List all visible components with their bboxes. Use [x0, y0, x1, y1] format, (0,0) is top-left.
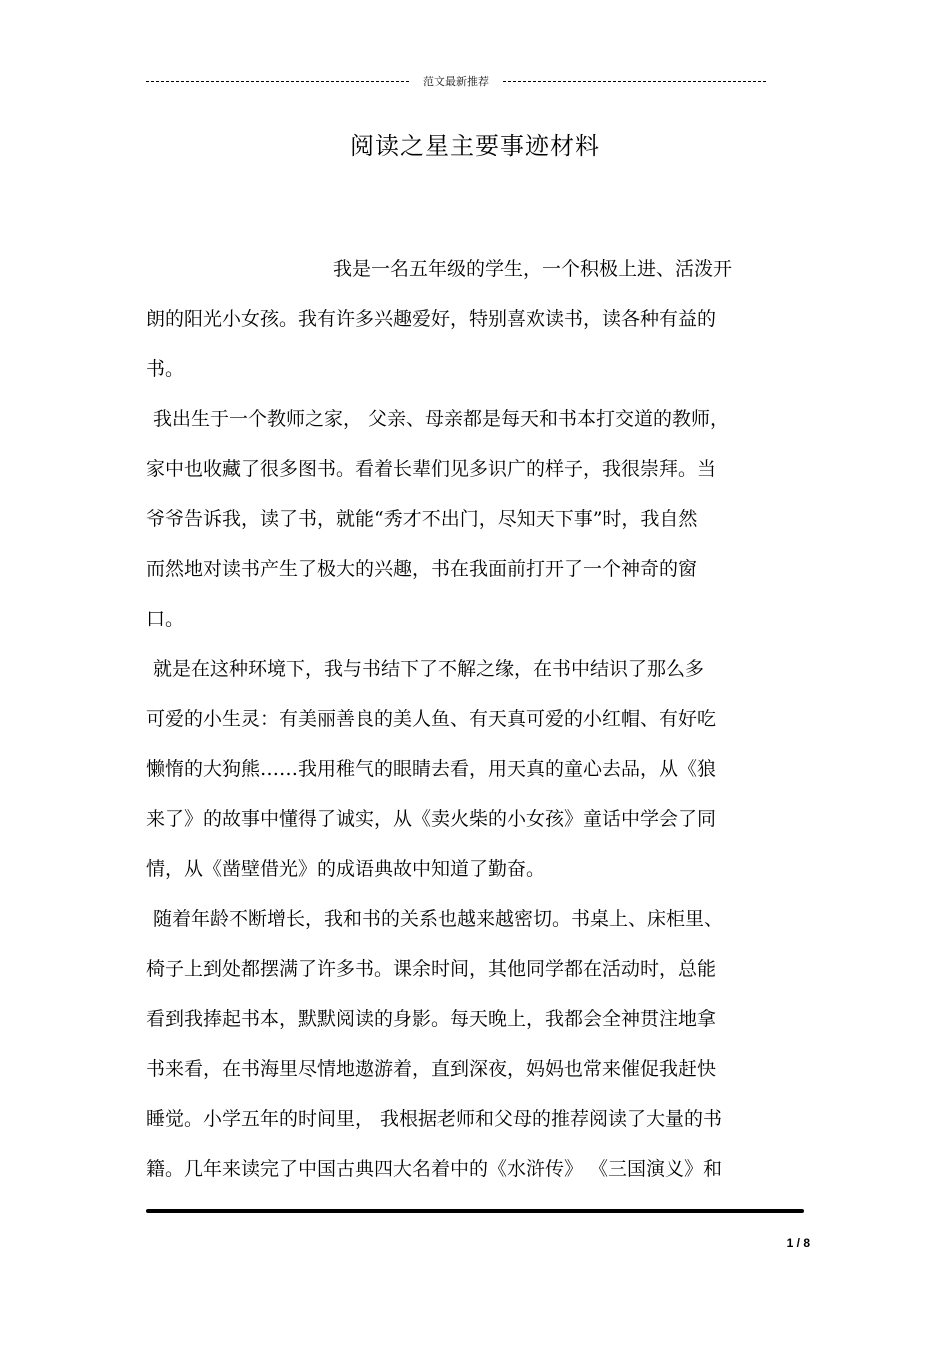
body-line: 家中也收藏了很多图书。看着长辈们见多识广的样子，我很崇拜。当	[146, 458, 717, 480]
body-line: 懒惰的大狗熊……我用稚气的眼睛去看，用天真的童心去品，从《狼	[146, 758, 717, 780]
body-line: 随着年龄不断增长，我和书的关系也越来越密切。书桌上、床柜里、	[153, 908, 724, 930]
body-line: 我出生于一个教师之家， 父亲、母亲都是每天和书本打交道的教师，	[153, 408, 730, 430]
body-line: 椅子上到处都摆满了许多书。课余时间，其他同学都在活动时，总能	[146, 958, 717, 980]
body-line: 情，从《凿壁借光》的成语典故中知道了勤奋。	[146, 858, 546, 880]
page-header	[146, 72, 766, 90]
body-line: 爷爷告诉我，读了书，就能“秀才不出门，尽知天下事”时，我自然	[146, 508, 698, 530]
body-line: 籍。几年来读完了中国古典四大名着中的《水浒传》 《三国演义》和	[146, 1158, 723, 1180]
footer-divider	[146, 1209, 804, 1213]
document-body	[146, 244, 806, 1194]
body-line: 书。	[146, 358, 185, 380]
body-line: 来了》的故事中懂得了诚实，从《卖火柴的小女孩》童话中学会了同	[146, 808, 717, 830]
body-line: 就是在这种环境下，我与书结下了不解之缘，在书中结识了那么多	[153, 658, 705, 680]
body-line: 看到我捧起书本，默默阅读的身影。每天晚上，我都会全神贯注地拿	[146, 1008, 717, 1030]
body-line: 而然地对读书产生了极大的兴趣，书在我面前打开了一个神奇的窗	[146, 558, 698, 580]
page-number: 1 / 8	[786, 1236, 810, 1250]
body-line: 可爱的小生灵：有美丽善良的美人鱼、有天真可爱的小红帽、有好吃	[146, 708, 717, 730]
body-line: 我是一名五年级的学生，一个积极上进、活泼开	[333, 258, 733, 280]
body-line: 书来看，在书海里尽情地遨游着，直到深夜，妈妈也常来催促我赶快	[146, 1058, 717, 1080]
body-line: 睡觉。小学五年的时间里， 我根据老师和父母的推荐阅读了大量的书	[146, 1108, 723, 1130]
body-line: 口。	[146, 608, 185, 630]
header-dash-left	[146, 81, 409, 82]
header-text: 范文最新推荐	[423, 75, 489, 88]
body-line: 朗的阳光小女孩。我有许多兴趣爱好，特别喜欢读书，读各种有益的	[146, 308, 717, 330]
document-title: 阅读之星主要事迹材料	[350, 132, 600, 160]
header-dash-right	[503, 81, 766, 82]
